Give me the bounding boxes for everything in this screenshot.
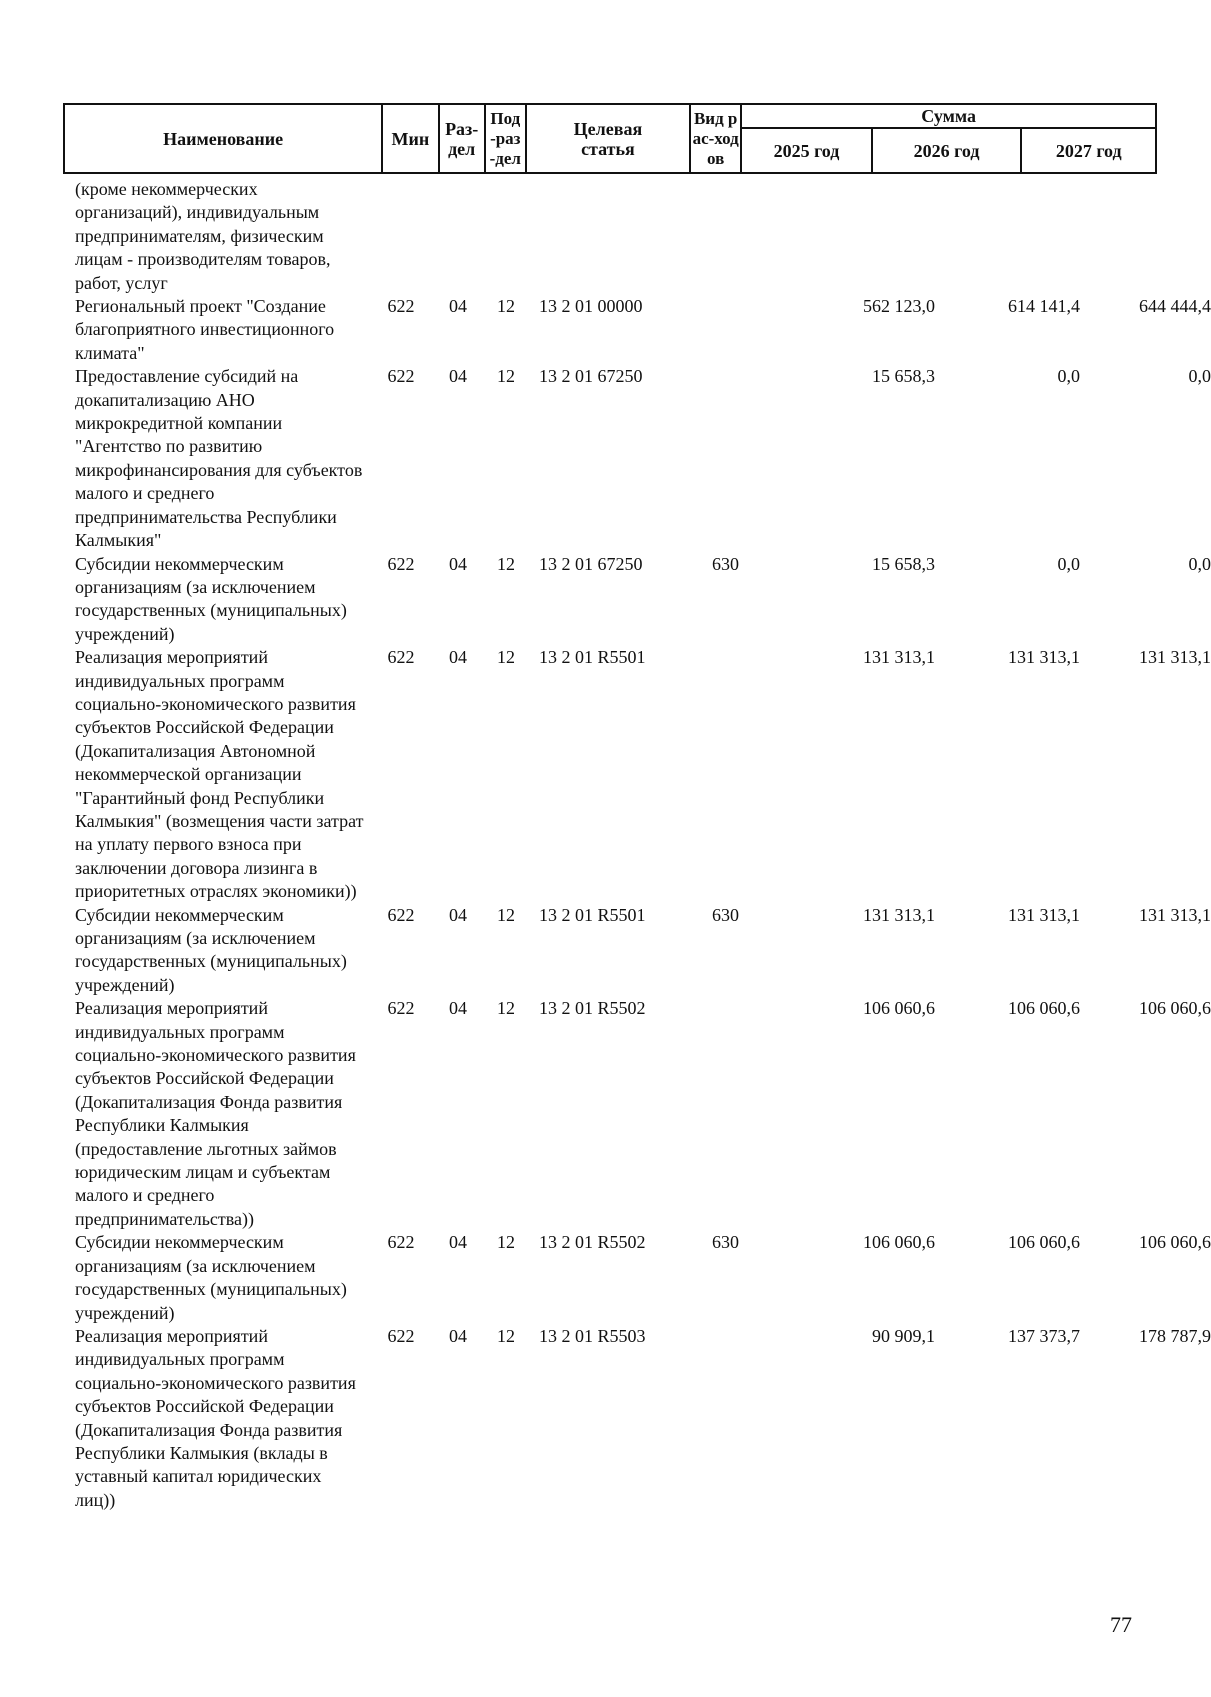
row-s2025: 15 658,3 bbox=[872, 366, 935, 387]
row-razdel: 04 bbox=[449, 998, 467, 1019]
table-row bbox=[63, 365, 1211, 552]
row-s2025: 106 060,6 bbox=[863, 1232, 935, 1253]
row-s2027: 131 313,1 bbox=[1139, 904, 1211, 925]
row-podrazdel: 12 bbox=[497, 296, 515, 317]
row-s2026: 106 060,6 bbox=[1008, 998, 1080, 1019]
header-celevaya: Целевая статья bbox=[526, 104, 690, 173]
table-row bbox=[63, 904, 1211, 998]
row-min: 622 bbox=[387, 296, 415, 317]
header-2025: 2025 год bbox=[741, 128, 871, 173]
row-s2026: 131 313,1 bbox=[1008, 647, 1080, 668]
row-name: (кроме некоммерческих организаций), индивидуальным предпринимателям, физическим лицам - производителям товаров, работ, услуг bbox=[75, 179, 331, 293]
row-s2026: 614 141,4 bbox=[1008, 296, 1080, 317]
table-row bbox=[63, 1325, 1211, 1512]
row-s2027: 106 060,6 bbox=[1139, 1232, 1211, 1253]
row-razdel: 04 bbox=[449, 904, 467, 925]
row-celevaya: 13 2 01 R5502 bbox=[539, 998, 646, 1019]
row-name: Предоставление субсидий на докапитализацию АНО микрокредитной компании "Агентство по развитию микрофинансирования для субъектов малого и среднего предпринимательства Республики Калмыкия" bbox=[75, 366, 363, 551]
table-row bbox=[63, 997, 1211, 1231]
row-s2025: 106 060,6 bbox=[863, 998, 935, 1019]
row-razdel: 04 bbox=[449, 1232, 467, 1253]
row-s2027: 178 787,9 bbox=[1139, 1325, 1211, 1346]
table-body bbox=[63, 178, 1211, 1512]
row-celevaya: 13 2 01 R5503 bbox=[539, 1325, 646, 1346]
row-celevaya: 13 2 01 00000 bbox=[539, 296, 643, 317]
row-s2025: 562 123,0 bbox=[863, 296, 935, 317]
header-2026: 2026 год bbox=[872, 128, 1022, 173]
row-razdel: 04 bbox=[449, 1325, 467, 1346]
page-number: 77 bbox=[1110, 1612, 1132, 1637]
row-celevaya: 13 2 01 R5501 bbox=[539, 647, 646, 668]
header-min: Мин bbox=[382, 104, 438, 173]
row-s2027: 0,0 bbox=[1188, 366, 1211, 387]
row-celevaya: 13 2 01 R5501 bbox=[539, 904, 646, 925]
row-vid: 630 bbox=[712, 1232, 739, 1253]
row-s2025: 90 909,1 bbox=[872, 1325, 935, 1346]
row-min: 622 bbox=[387, 1232, 415, 1253]
row-celevaya: 13 2 01 67250 bbox=[539, 553, 643, 574]
row-s2027: 644 444,4 bbox=[1139, 296, 1211, 317]
table-row bbox=[63, 646, 1211, 903]
row-podrazdel: 12 bbox=[497, 553, 515, 574]
row-s2027: 0,0 bbox=[1188, 553, 1211, 574]
row-podrazdel: 12 bbox=[497, 647, 515, 668]
row-celevaya: 13 2 01 67250 bbox=[539, 366, 643, 387]
header-podrazdel: Под-раз-дел bbox=[485, 104, 526, 173]
row-razdel: 04 bbox=[449, 366, 467, 387]
row-s2026: 131 313,1 bbox=[1008, 904, 1080, 925]
header-2027: 2027 год bbox=[1021, 128, 1156, 173]
table-row bbox=[63, 295, 1211, 365]
row-s2027: 131 313,1 bbox=[1139, 647, 1211, 668]
row-s2025: 131 313,1 bbox=[863, 904, 935, 925]
row-min: 622 bbox=[387, 553, 415, 574]
header-razdel: Раз-дел bbox=[439, 104, 485, 173]
row-s2026: 0,0 bbox=[1057, 366, 1080, 387]
row-name: Реализация мероприятий индивидуальных программ социально-экономического развития субъектов Российской Федерации (Докапитализация Фонда развития Республики Калмыкия (вклады в уставный капитал юридических лиц)) bbox=[75, 1325, 356, 1510]
table-row bbox=[63, 553, 1211, 647]
row-s2025: 131 313,1 bbox=[863, 647, 935, 668]
row-s2026: 137 373,7 bbox=[1008, 1325, 1080, 1346]
row-min: 622 bbox=[387, 904, 415, 925]
table-row bbox=[63, 1231, 1211, 1325]
row-podrazdel: 12 bbox=[497, 1325, 515, 1346]
row-name: Субсидии некоммерческим организациям (за исключением государственных (муниципальных) учреждений) bbox=[75, 553, 347, 644]
row-vid: 630 bbox=[712, 553, 739, 574]
row-s2026: 0,0 bbox=[1057, 553, 1080, 574]
row-s2026: 106 060,6 bbox=[1008, 1232, 1080, 1253]
table-header bbox=[63, 103, 1157, 174]
row-vid: 630 bbox=[712, 904, 739, 925]
row-podrazdel: 12 bbox=[497, 366, 515, 387]
row-celevaya: 13 2 01 R5502 bbox=[539, 1232, 646, 1253]
row-razdel: 04 bbox=[449, 647, 467, 668]
row-min: 622 bbox=[387, 647, 415, 668]
row-min: 622 bbox=[387, 998, 415, 1019]
row-name: Реализация мероприятий индивидуальных программ социально-экономического развития субъектов Российской Федерации (Докапитализация Фонда развития Республики Калмыкия (предоставление льготных займов юридическим лицам и субъектам малого и среднего предпринимательства)) bbox=[75, 998, 356, 1229]
row-s2025: 15 658,3 bbox=[872, 553, 935, 574]
row-min: 622 bbox=[387, 1325, 415, 1346]
row-razdel: 04 bbox=[449, 553, 467, 574]
table-row bbox=[63, 178, 1157, 295]
row-s2027: 106 060,6 bbox=[1139, 998, 1211, 1019]
row-name: Реализация мероприятий индивидуальных программ социально-экономического развития субъектов Российской Федерации (Докапитализация Автономной некоммерческой организации "Гарантийный фонд Республики Калмыкия" (возмещения части затрат на уплату первого взноса при заключении договора лизинга в приоритетных отраслях экономики)) bbox=[75, 647, 364, 902]
row-razdel: 04 bbox=[449, 296, 467, 317]
row-podrazdel: 12 bbox=[497, 998, 515, 1019]
row-podrazdel: 12 bbox=[497, 1232, 515, 1253]
header-summa: Сумма bbox=[741, 104, 1156, 128]
row-name: Региональный проект "Создание благоприятного инвестиционного климата" bbox=[75, 296, 335, 363]
row-min: 622 bbox=[387, 366, 415, 387]
header-name: Наименование bbox=[64, 104, 382, 173]
row-name: Субсидии некоммерческим организациям (за исключением государственных (муниципальных) учреждений) bbox=[75, 904, 347, 995]
row-name: Субсидии некоммерческим организациям (за исключением государственных (муниципальных) учреждений) bbox=[75, 1232, 347, 1323]
header-vid: Вид рас-ходов bbox=[690, 104, 741, 173]
row-podrazdel: 12 bbox=[497, 904, 515, 925]
